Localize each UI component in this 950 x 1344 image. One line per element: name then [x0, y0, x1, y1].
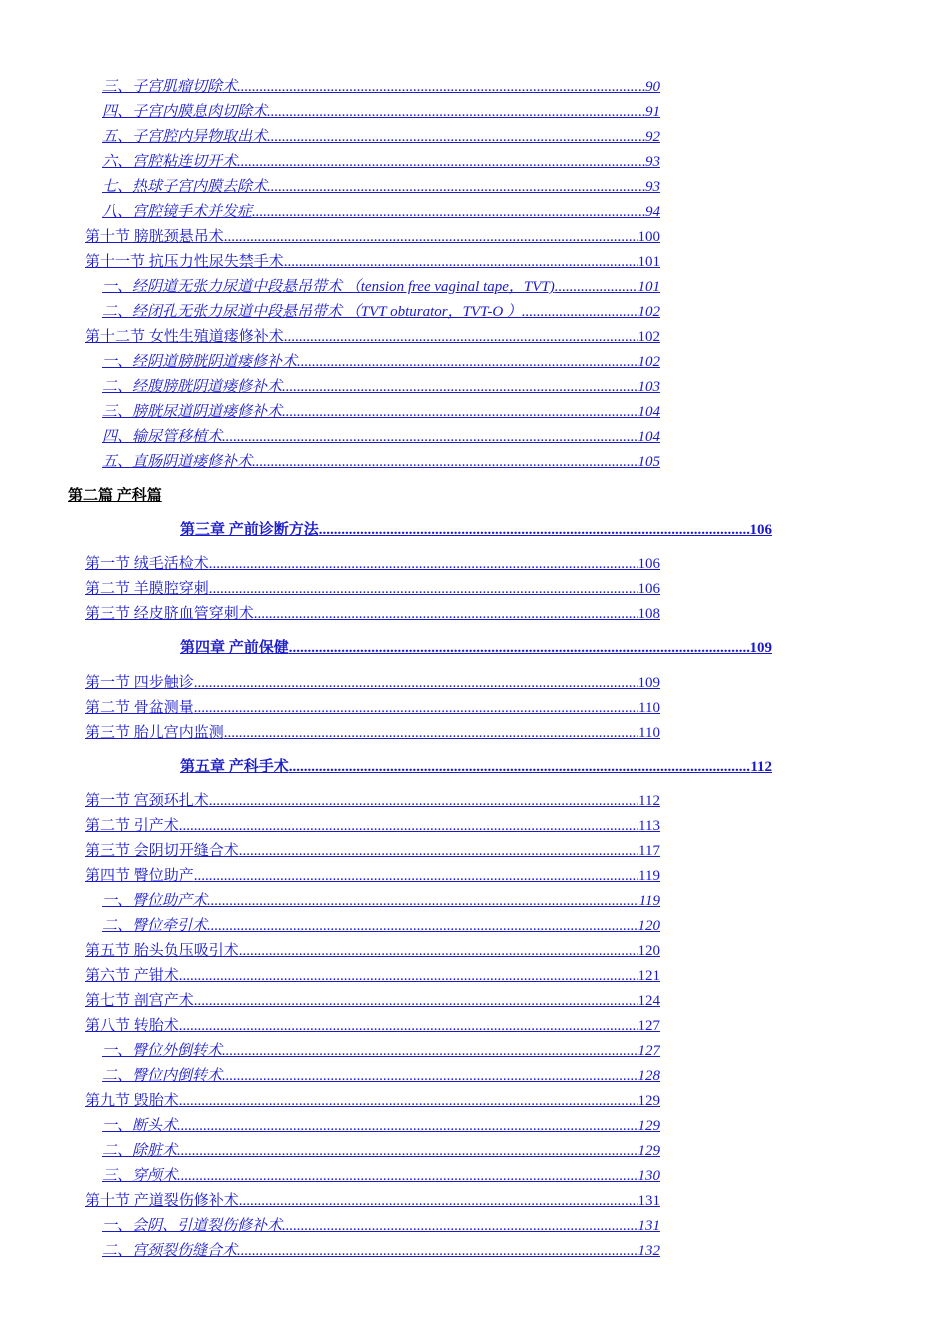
- toc-entry-title: 二、臀位内倒转术: [102, 1068, 223, 1084]
- toc-entry-title: 三、穿颅术: [102, 1168, 178, 1184]
- toc-entry-page: 129: [637, 1118, 660, 1134]
- dot-leader: [209, 554, 638, 574]
- toc-entry-page: 102: [637, 304, 660, 320]
- toc-entry-title: 二、宫颈裂伤缝合术: [102, 1243, 238, 1259]
- toc-entry[interactable]: [102, 1041, 660, 1061]
- toc-entry-title: 第八节 转胎术: [85, 1018, 179, 1034]
- toc-entry[interactable]: [102, 352, 660, 372]
- chapter-page: 109: [749, 640, 772, 656]
- toc-entry[interactable]: [85, 1016, 660, 1036]
- dot-leader: [237, 77, 645, 97]
- toc-entry-title: 第三节 会阴切开缝合术: [85, 843, 239, 859]
- toc-entry-page: 102: [637, 329, 660, 345]
- chapter-entry[interactable]: [180, 757, 772, 777]
- toc-entry-page: 105: [637, 454, 660, 470]
- toc-entry-title: 一、臀位外倒转术: [102, 1043, 223, 1059]
- dot-leader: [209, 791, 638, 811]
- toc-entry-page: 94: [645, 204, 660, 220]
- dot-leader: [267, 177, 645, 197]
- toc-entry[interactable]: [85, 554, 660, 574]
- dot-leader: [222, 427, 637, 447]
- dot-leader: [237, 1241, 637, 1261]
- toc-entry-page: 132: [637, 1243, 660, 1259]
- dot-leader: [179, 966, 638, 986]
- dot-leader: [555, 277, 638, 297]
- dot-leader: [194, 673, 638, 693]
- toc-entry-page: 101: [637, 254, 660, 270]
- toc-entry[interactable]: [85, 723, 660, 743]
- dot-leader: [209, 579, 638, 599]
- toc-entry[interactable]: [102, 1116, 660, 1136]
- dot-leader: [254, 604, 638, 624]
- toc-entry-title: 五、直肠阴道瘘修补术: [102, 454, 253, 470]
- toc-entry-page: 93: [645, 154, 660, 170]
- toc-entry-page: 119: [638, 893, 660, 909]
- toc-entry-title: 第九节 毁胎术: [85, 1093, 179, 1109]
- toc-entry[interactable]: [85, 579, 660, 599]
- toc-entry-title: 第三节 经皮脐血管穿刺术: [85, 606, 254, 622]
- toc-entry-page: 104: [637, 429, 660, 445]
- dot-leader: [297, 352, 637, 372]
- toc-entry[interactable]: [102, 1241, 660, 1261]
- toc-entry[interactable]: [85, 941, 660, 961]
- toc-entry-title: 六、宫腔粘连切开术: [102, 154, 238, 170]
- toc-entry-title: 八、宫腔镜手术并发症: [102, 204, 253, 220]
- toc-entry-title: 四、子宫内膜息肉切除术: [102, 104, 268, 120]
- toc-entry-title: 三、膀胱尿道阴道瘘修补术: [102, 404, 283, 420]
- chapter-entry[interactable]: [180, 638, 772, 658]
- dot-leader: [267, 102, 645, 122]
- toc-entry[interactable]: [85, 816, 660, 836]
- toc-entry-title: 二、经闭孔无张力尿道中段悬吊带术 （TVT obturator，TVT-O ）: [102, 304, 522, 320]
- toc-entry-page: 106: [637, 581, 660, 597]
- toc-entry-title: 一、臀位助产术: [102, 893, 208, 909]
- toc-entry[interactable]: [85, 327, 660, 347]
- chapter-entry[interactable]: [180, 520, 772, 540]
- dot-leader: [224, 227, 638, 247]
- toc-entry[interactable]: [102, 1166, 660, 1186]
- toc-entry-page: 109: [637, 675, 660, 691]
- toc-entry-page: 124: [637, 993, 660, 1009]
- toc-entry-page: 120: [637, 918, 660, 934]
- toc-entry-page: 117: [638, 843, 660, 859]
- dot-leader: [194, 866, 638, 886]
- toc-entry[interactable]: [102, 302, 660, 322]
- toc-entry-title: 二、臀位牵引术: [102, 918, 208, 934]
- toc-entry[interactable]: [102, 452, 660, 472]
- toc-entry-page: 91: [645, 104, 660, 120]
- dot-leader: [207, 916, 637, 936]
- chapter-page: 106: [749, 522, 772, 538]
- dot-leader: [177, 1141, 637, 1161]
- dot-leader: [282, 402, 637, 422]
- toc-entry-page: 104: [637, 404, 660, 420]
- toc-entry[interactable]: [102, 152, 660, 172]
- toc-entry-title: 第四节 臀位助产: [85, 868, 194, 884]
- toc-entry-title: 第二节 羊膜腔穿刺: [85, 581, 209, 597]
- dot-leader: [207, 891, 639, 911]
- toc-entry[interactable]: [85, 966, 660, 986]
- dot-leader: [267, 127, 645, 147]
- toc-entry-title: 第十二节 女性生殖道瘘修补术: [85, 329, 284, 345]
- toc-entry[interactable]: [102, 77, 660, 97]
- toc-entry-title: 七、热球子宫内膜去除术: [102, 179, 268, 195]
- dot-leader: [239, 841, 638, 861]
- toc-entry[interactable]: [102, 277, 660, 297]
- toc-entry[interactable]: [85, 698, 660, 718]
- dot-leader: [522, 302, 638, 322]
- toc-entry-title: 第七节 剖宫产术: [85, 993, 194, 1009]
- toc-entry-title: 二、除脏术: [102, 1143, 178, 1159]
- toc-entry-page: 101: [637, 279, 660, 295]
- dot-leader: [224, 723, 638, 743]
- toc-entry[interactable]: [85, 673, 660, 693]
- toc-entry-page: 127: [637, 1043, 660, 1059]
- toc-entry[interactable]: [85, 1091, 660, 1111]
- toc-entry[interactable]: [85, 1191, 660, 1211]
- dot-leader: [282, 377, 637, 397]
- toc-entry[interactable]: [102, 1066, 660, 1086]
- toc-entry[interactable]: [102, 891, 660, 911]
- toc-entry-title: 一、断头术: [102, 1118, 178, 1134]
- toc-entry[interactable]: [85, 841, 660, 861]
- toc-entry-page: 129: [637, 1093, 660, 1109]
- toc-entry-page: 93: [645, 179, 660, 195]
- toc-entry[interactable]: [102, 427, 660, 447]
- toc-entry[interactable]: [102, 177, 660, 197]
- toc-entry[interactable]: [102, 127, 660, 147]
- toc-entry-title: 三、子宫肌瘤切除术: [102, 79, 238, 95]
- dot-leader: [284, 252, 638, 272]
- toc-entry-title: 五、子宫腔内异物取出术: [102, 129, 268, 145]
- toc-entry-title: 一、经阴道膀胱阴道瘘修补术: [102, 354, 298, 370]
- dot-leader: [179, 1016, 638, 1036]
- dot-leader: [179, 1091, 638, 1111]
- toc-entry-page: 110: [638, 700, 660, 716]
- toc-entry-page: 130: [637, 1168, 660, 1184]
- toc-entry[interactable]: [102, 402, 660, 422]
- dot-leader: [222, 1066, 637, 1086]
- toc-entry-title: 一、会阴、引道裂伤修补术: [102, 1218, 283, 1234]
- toc-entry-page: 128: [637, 1068, 660, 1084]
- toc-entry-page: 90: [645, 79, 660, 95]
- toc-entry-page: 110: [638, 725, 660, 741]
- toc-entry[interactable]: [102, 1216, 660, 1236]
- toc-entry[interactable]: [102, 1141, 660, 1161]
- dot-leader: [177, 1166, 637, 1186]
- toc-entry-title: 第三节 胎儿宫内监测: [85, 725, 224, 741]
- toc-entry-page: 113: [638, 818, 660, 834]
- toc-entry-page: 129: [637, 1143, 660, 1159]
- chapter-title: 第四章 产前保健: [180, 640, 289, 656]
- toc-entry-page: 127: [637, 1018, 660, 1034]
- part-heading: 第二篇 产科篇: [68, 488, 162, 504]
- toc-entry-page: 131: [637, 1218, 660, 1234]
- dot-leader: [319, 520, 750, 540]
- toc-entry[interactable]: [85, 991, 660, 1011]
- toc-entry-page: 121: [637, 968, 660, 984]
- dot-leader: [252, 202, 645, 222]
- toc-entry[interactable]: [85, 227, 660, 247]
- toc-entry-title: 四、输尿管移植术: [102, 429, 223, 445]
- toc-entry[interactable]: [102, 102, 660, 122]
- toc-entry-title: 第十节 产道裂伤修补术: [85, 1193, 239, 1209]
- toc-entry-title: 第五节 胎头负压吸引术: [85, 943, 239, 959]
- toc-entry-title: 二、经腹膀胱阴道瘘修补术: [102, 379, 283, 395]
- toc-entry-page: 120: [637, 943, 660, 959]
- toc-entry-page: 131: [637, 1193, 660, 1209]
- chapter-title: 第五章 产科手术: [180, 759, 289, 775]
- toc-entry-page: 100: [637, 229, 660, 245]
- toc-entry-page: 102: [637, 354, 660, 370]
- toc-entry-title: 第一节 绒毛活检术: [85, 556, 209, 572]
- toc-entry-page: 119: [638, 868, 660, 884]
- toc-entry[interactable]: [102, 916, 660, 936]
- dot-leader: [237, 152, 645, 172]
- dot-leader: [239, 1191, 638, 1211]
- toc-entry[interactable]: [85, 866, 660, 886]
- toc-entry[interactable]: [85, 604, 660, 624]
- toc-entry-title: 一、经阴道无张力尿道中段悬吊带术 （tension free vaginal tape，TVT): [102, 279, 555, 295]
- toc-entry-title: 第一节 四步触诊: [85, 675, 194, 691]
- toc-entry-title: 第二节 骨盆测量: [85, 700, 194, 716]
- toc-entry[interactable]: [85, 791, 660, 811]
- dot-leader: [252, 452, 637, 472]
- toc-entry-title: 第十一节 抗压力性尿失禁手术: [85, 254, 284, 270]
- toc-entry-page: 106: [637, 556, 660, 572]
- dot-leader: [194, 991, 638, 1011]
- toc-entry-page: 108: [637, 606, 660, 622]
- chapter-title: 第三章 产前诊断方法: [180, 522, 319, 538]
- chapter-page: 112: [750, 759, 772, 775]
- toc-entry-title: 第二节 引产术: [85, 818, 179, 834]
- dot-leader: [239, 941, 638, 961]
- toc-entry[interactable]: [102, 377, 660, 397]
- toc-entry-page: 103: [637, 379, 660, 395]
- toc-entry[interactable]: [102, 202, 660, 222]
- dot-leader: [284, 327, 638, 347]
- dot-leader: [179, 816, 638, 836]
- toc-entry-title: 第十节 膀胱颈悬吊术: [85, 229, 224, 245]
- dot-leader: [177, 1116, 637, 1136]
- toc-entry-page: 92: [645, 129, 660, 145]
- dot-leader: [289, 757, 751, 777]
- toc-entry-page: 112: [638, 793, 660, 809]
- toc-entry-title: 第一节 宫颈环扎术: [85, 793, 209, 809]
- toc-entry[interactable]: [85, 252, 660, 272]
- toc-entry-title: 第六节 产钳术: [85, 968, 179, 984]
- dot-leader: [282, 1216, 637, 1236]
- dot-leader: [194, 698, 638, 718]
- dot-leader: [222, 1041, 637, 1061]
- dot-leader: [289, 638, 750, 658]
